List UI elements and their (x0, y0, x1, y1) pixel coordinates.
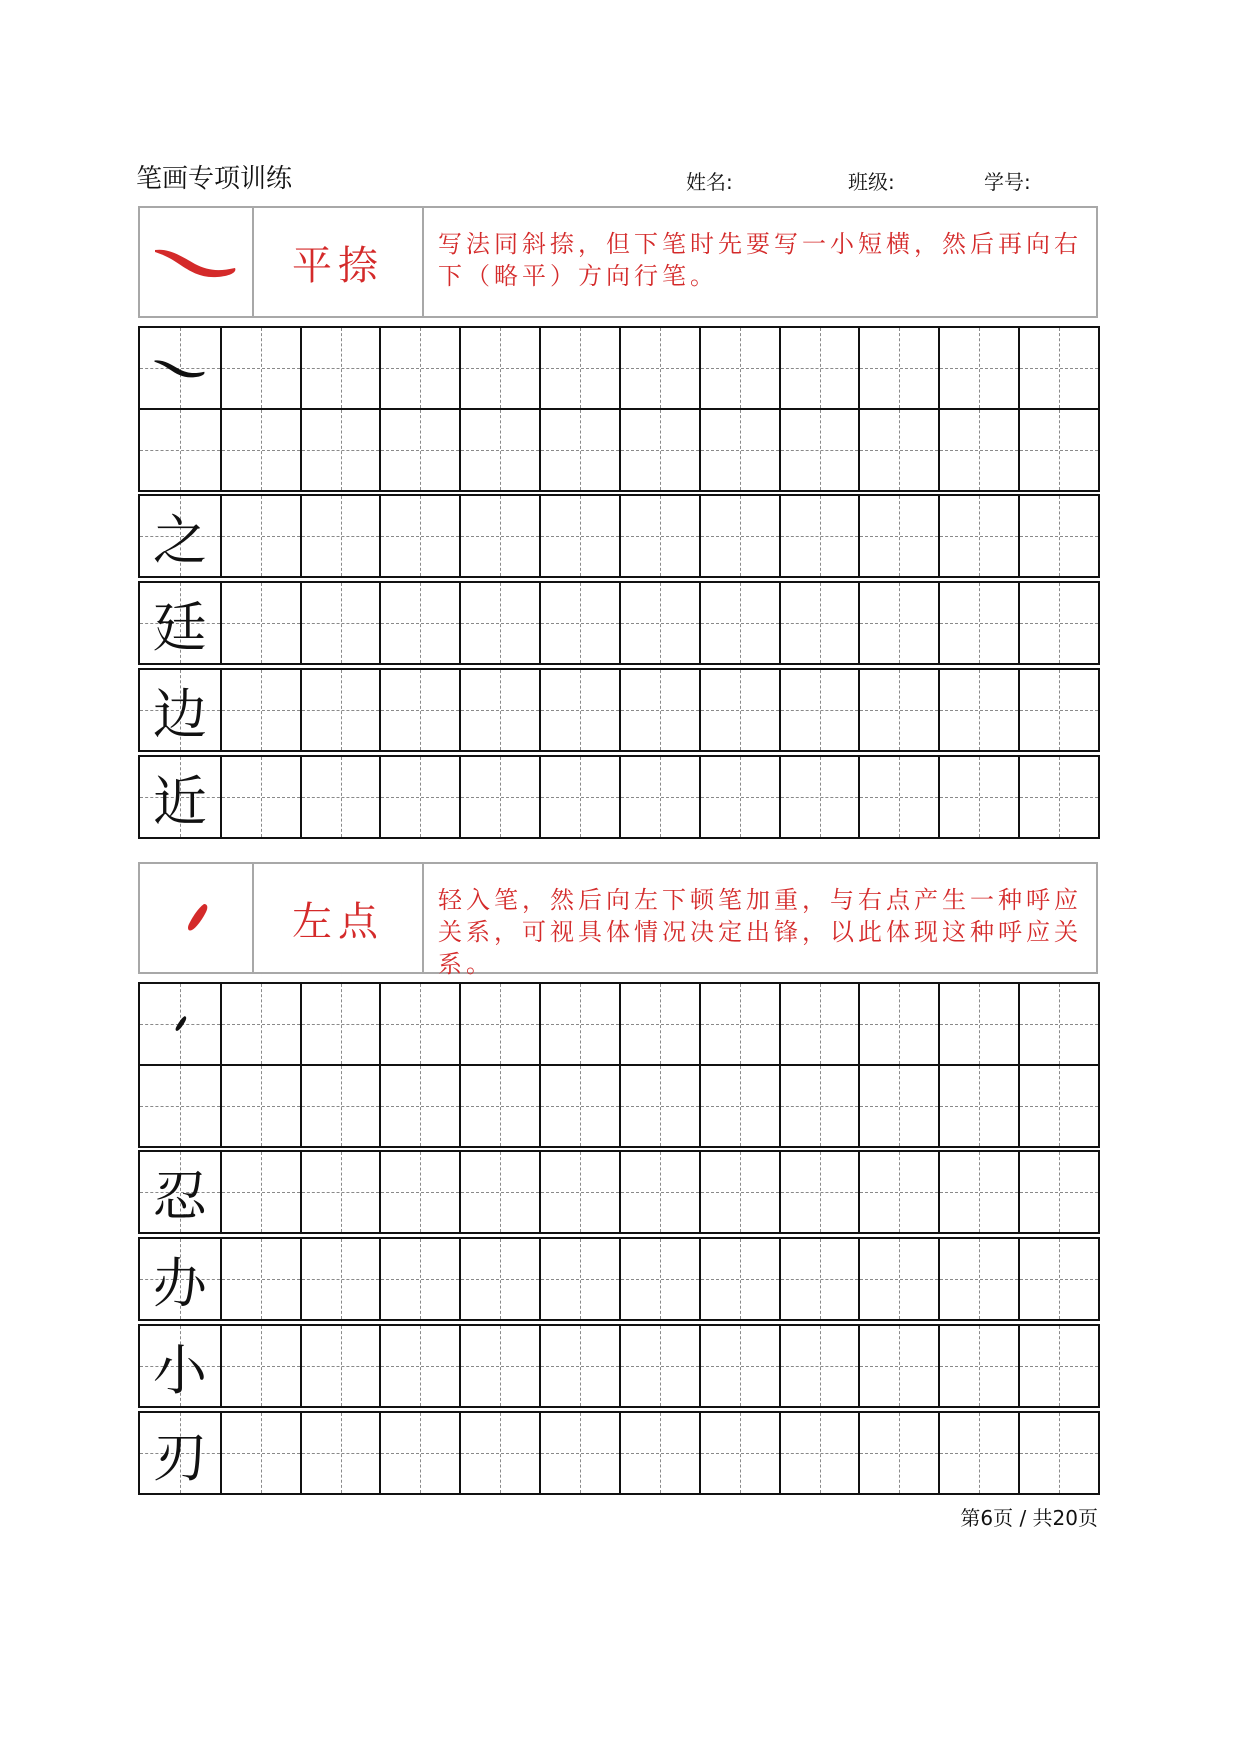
practice-cell[interactable] (779, 1239, 859, 1319)
practice-cell[interactable] (220, 410, 300, 490)
practice-cell[interactable] (619, 1152, 699, 1232)
practice-cell[interactable] (300, 1326, 380, 1406)
practice-cell[interactable] (938, 984, 1018, 1064)
practice-cell[interactable] (858, 757, 938, 837)
practice-cell[interactable] (858, 1066, 938, 1146)
practice-cell[interactable] (539, 1239, 619, 1319)
practice-cell[interactable] (699, 757, 779, 837)
practice-cell[interactable] (539, 984, 619, 1064)
practice-cell[interactable] (220, 1413, 300, 1493)
practice-row (140, 1413, 1098, 1493)
practice-cell[interactable] (779, 328, 859, 408)
practice-cell[interactable] (699, 328, 779, 408)
practice-cell[interactable] (300, 1239, 380, 1319)
practice-cell[interactable] (220, 670, 300, 750)
practice-cell[interactable] (779, 984, 859, 1064)
practice-cell[interactable] (619, 328, 699, 408)
practice-cell[interactable] (379, 1326, 459, 1406)
practice-cell[interactable] (619, 583, 699, 663)
practice-cell[interactable] (858, 328, 938, 408)
class-field-label: 班级: (848, 170, 895, 194)
practice-grid-stroke-1 (138, 326, 1100, 492)
practice-cell[interactable] (379, 1239, 459, 1319)
practice-cell[interactable] (779, 1326, 859, 1406)
practice-cell[interactable] (539, 496, 619, 576)
practice-cell[interactable] (379, 757, 459, 837)
practice-cell[interactable] (938, 1152, 1018, 1232)
practice-cell[interactable] (539, 328, 619, 408)
practice-cell[interactable] (459, 1326, 539, 1406)
practice-cell[interactable] (699, 1239, 779, 1319)
practice-cell[interactable] (459, 984, 539, 1064)
practice-cell[interactable] (938, 410, 1018, 490)
practice-row (140, 408, 1098, 490)
practice-cell[interactable] (779, 1413, 859, 1493)
practice-cell[interactable] (938, 328, 1018, 408)
practice-cell[interactable] (539, 757, 619, 837)
practice-cell[interactable] (1018, 410, 1098, 490)
practice-row (140, 1239, 1098, 1319)
stroke-pingna-icon (151, 242, 241, 282)
practice-cell[interactable] (619, 1066, 699, 1146)
practice-cell[interactable] (539, 1066, 619, 1146)
practice-cell[interactable] (699, 410, 779, 490)
practice-cell[interactable] (220, 583, 300, 663)
practice-cell-sample (140, 496, 220, 576)
sample-character: 办 (152, 1251, 207, 1315)
practice-cell[interactable] (619, 1413, 699, 1493)
practice-cell[interactable] (779, 757, 859, 837)
practice-cell[interactable] (619, 757, 699, 837)
practice-cell-sample (140, 583, 220, 663)
stroke-name: 左点 (254, 864, 424, 972)
practice-cell[interactable] (459, 757, 539, 837)
practice-cell[interactable] (220, 1152, 300, 1232)
sample-character: 之 (152, 508, 207, 572)
practice-cell-sample (140, 328, 220, 408)
practice-cell[interactable] (220, 496, 300, 576)
practice-cell[interactable] (938, 496, 1018, 576)
practice-cell[interactable] (459, 1066, 539, 1146)
practice-cell[interactable] (220, 984, 300, 1064)
practice-cell[interactable] (459, 1413, 539, 1493)
practice-cell[interactable] (619, 1326, 699, 1406)
practice-row (140, 583, 1098, 663)
practice-cell[interactable] (379, 984, 459, 1064)
practice-cell[interactable] (459, 1152, 539, 1232)
practice-cell[interactable] (858, 496, 938, 576)
practice-cell-sample (140, 1239, 220, 1319)
practice-cell[interactable] (300, 410, 380, 490)
sample-character: 小 (152, 1338, 207, 1402)
practice-cell[interactable] (1018, 757, 1098, 837)
practice-grid-char (138, 668, 1100, 752)
practice-cell[interactable] (379, 583, 459, 663)
practice-cell[interactable] (300, 984, 380, 1064)
sample-character: 廷 (152, 595, 207, 659)
practice-cell[interactable] (539, 1413, 619, 1493)
practice-cell[interactable] (1018, 1066, 1098, 1146)
stroke-zuodian-icon (169, 1013, 191, 1035)
practice-cell[interactable] (379, 670, 459, 750)
practice-cell-sample (140, 984, 220, 1064)
practice-grid-char (138, 755, 1100, 839)
practice-cell[interactable] (220, 328, 300, 408)
practice-cell[interactable] (938, 1239, 1018, 1319)
stroke-info-box-pingna (138, 206, 1098, 318)
practice-cell[interactable] (779, 1066, 859, 1146)
practice-cell[interactable] (459, 1239, 539, 1319)
practice-cell[interactable] (779, 583, 859, 663)
practice-cell[interactable] (539, 410, 619, 490)
practice-cell[interactable] (379, 1066, 459, 1146)
practice-cell[interactable] (1018, 496, 1098, 576)
page-title: 笔画专项训练 (136, 164, 293, 194)
practice-cell[interactable] (699, 670, 779, 750)
practice-cell[interactable] (459, 410, 539, 490)
name-field-label: 姓名: (686, 170, 733, 194)
practice-cell[interactable] (379, 1413, 459, 1493)
practice-cell[interactable] (539, 583, 619, 663)
practice-cell[interactable] (220, 1239, 300, 1319)
practice-cell[interactable] (699, 1066, 779, 1146)
practice-cell[interactable] (459, 670, 539, 750)
practice-cell-sample (140, 757, 220, 837)
practice-cell[interactable] (459, 328, 539, 408)
practice-cell[interactable] (779, 670, 859, 750)
practice-cell[interactable] (938, 670, 1018, 750)
practice-cell-sample (140, 1326, 220, 1406)
practice-cell[interactable] (140, 410, 220, 490)
practice-cell[interactable] (858, 1413, 938, 1493)
practice-cell[interactable] (938, 1066, 1018, 1146)
sample-character: 忍 (152, 1164, 207, 1228)
practice-cell[interactable] (619, 1239, 699, 1319)
practice-grid-char (138, 581, 1100, 665)
practice-cell[interactable] (858, 984, 938, 1064)
practice-row (140, 1152, 1098, 1232)
page-number: 第6页 / 共20页 (960, 1506, 1098, 1530)
practice-cell[interactable] (300, 1413, 380, 1493)
practice-cell[interactable] (140, 1066, 220, 1146)
practice-cell[interactable] (220, 1066, 300, 1146)
practice-cell-sample (140, 670, 220, 750)
practice-cell[interactable] (379, 328, 459, 408)
stroke-sample-cell (140, 864, 254, 972)
practice-cell[interactable] (938, 583, 1018, 663)
practice-grid-char (138, 1237, 1100, 1321)
practice-cell[interactable] (699, 583, 779, 663)
practice-cell[interactable] (1018, 1152, 1098, 1232)
practice-cell[interactable] (459, 583, 539, 663)
stroke-info-box-zuodian (138, 862, 1098, 978)
practice-cell-sample (140, 1413, 220, 1493)
practice-cell[interactable] (539, 1152, 619, 1232)
stroke-sample-cell (140, 208, 254, 316)
practice-cell[interactable] (619, 670, 699, 750)
practice-cell[interactable] (1018, 1239, 1098, 1319)
practice-cell[interactable] (938, 1326, 1018, 1406)
practice-grid-char (138, 1411, 1100, 1495)
stroke-zuodian-icon (176, 898, 216, 938)
stroke-pingna-icon (152, 355, 208, 381)
practice-cell[interactable] (858, 1239, 938, 1319)
practice-grid-char (138, 494, 1100, 578)
practice-cell[interactable] (300, 1066, 380, 1146)
practice-cell[interactable] (539, 1326, 619, 1406)
practice-cell[interactable] (1018, 1413, 1098, 1493)
practice-cell[interactable] (539, 670, 619, 750)
practice-cell-sample (140, 1152, 220, 1232)
practice-cell[interactable] (699, 1326, 779, 1406)
practice-cell[interactable] (220, 1326, 300, 1406)
practice-cell[interactable] (858, 410, 938, 490)
practice-grid-char (138, 1324, 1100, 1408)
practice-cell[interactable] (858, 670, 938, 750)
practice-cell[interactable] (699, 1413, 779, 1493)
practice-cell[interactable] (300, 496, 380, 576)
practice-grid-stroke-2 (138, 982, 1100, 1148)
practice-cell[interactable] (619, 496, 699, 576)
practice-cell[interactable] (858, 1152, 938, 1232)
practice-cell[interactable] (220, 757, 300, 837)
practice-cell[interactable] (300, 328, 380, 408)
practice-cell[interactable] (938, 757, 1018, 837)
practice-cell[interactable] (379, 496, 459, 576)
practice-cell[interactable] (779, 496, 859, 576)
practice-cell[interactable] (379, 410, 459, 490)
student-id-field-label: 学号: (984, 170, 1031, 194)
stroke-description: 轻入笔，然后向左下顿笔加重，与右点产生一种呼应关系，可视具体情况决定出锋，以此体现这种呼应关系。 (438, 886, 1082, 978)
practice-grid-char (138, 1150, 1100, 1234)
practice-cell[interactable] (459, 496, 539, 576)
practice-cell[interactable] (379, 1152, 459, 1232)
practice-cell[interactable] (699, 496, 779, 576)
practice-cell[interactable] (779, 1152, 859, 1232)
practice-row (140, 1064, 1098, 1146)
practice-cell[interactable] (300, 1152, 380, 1232)
practice-cell[interactable] (1018, 328, 1098, 408)
practice-cell[interactable] (300, 583, 380, 663)
practice-row (140, 496, 1098, 576)
practice-cell[interactable] (619, 984, 699, 1064)
practice-row (140, 1326, 1098, 1406)
practice-cell[interactable] (300, 757, 380, 837)
stroke-description: 写法同斜捺，但下笔时先要写一小短横，然后再向右下（略平）方向行笔。 (438, 230, 1082, 290)
practice-cell[interactable] (699, 984, 779, 1064)
sample-character: 刃 (152, 1425, 207, 1489)
practice-cell[interactable] (858, 1326, 938, 1406)
sample-character: 边 (152, 682, 207, 746)
practice-cell[interactable] (1018, 670, 1098, 750)
practice-row (140, 757, 1098, 837)
practice-cell[interactable] (1018, 984, 1098, 1064)
stroke-name: 平捺 (254, 208, 424, 316)
practice-cell[interactable] (858, 583, 938, 663)
practice-row (140, 670, 1098, 750)
practice-row (140, 984, 1098, 1064)
practice-cell[interactable] (1018, 1326, 1098, 1406)
practice-row (140, 328, 1098, 408)
practice-cell[interactable] (779, 410, 859, 490)
practice-cell[interactable] (300, 670, 380, 750)
sample-character: 近 (152, 769, 207, 833)
practice-cell[interactable] (699, 1152, 779, 1232)
practice-cell[interactable] (619, 410, 699, 490)
practice-cell[interactable] (1018, 583, 1098, 663)
practice-cell[interactable] (938, 1413, 1018, 1493)
